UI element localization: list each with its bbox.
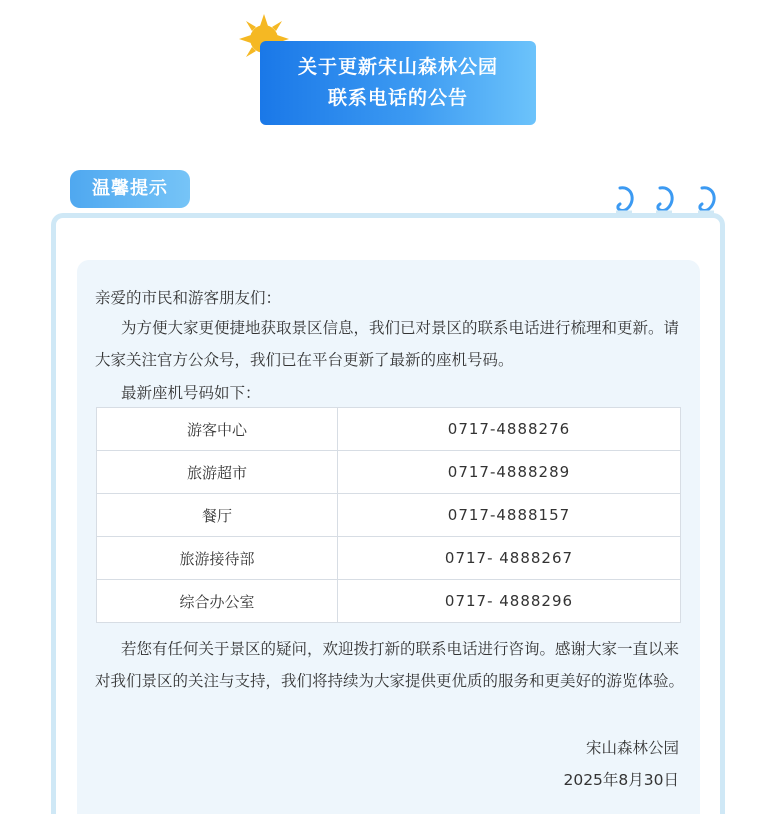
contact-phone: 0717- 4888296 (338, 580, 681, 623)
table-row (97, 537, 681, 580)
intro-paragraph: 为方便大家更便捷地获取景区信息，我们已对景区的联系电话进行梳理和更新。请大家关注官方公众号，我们已在平台更新了最新的座机号码。 (95, 319, 680, 369)
table-row (97, 494, 681, 537)
notice-date: 2025年8月30日 (563, 771, 679, 789)
contacts-table (96, 407, 681, 623)
contact-phone: 0717-4888289 (338, 451, 681, 494)
contact-name: 旅游超市 (97, 451, 338, 494)
signature: 宋山森林公园 (585, 739, 679, 757)
list-intro: 最新座机号码如下： (121, 384, 261, 402)
tip-tag: 温馨提示 (70, 170, 190, 208)
table-row (97, 451, 681, 494)
contact-phone: 0717-4888276 (338, 408, 681, 451)
table-row (97, 408, 681, 451)
contact-name: 旅游接待部 (97, 537, 338, 580)
title-line-1: 关于更新宋山森林公园 (297, 56, 498, 78)
contact-name: 游客中心 (97, 408, 338, 451)
contact-name: 综合办公室 (97, 580, 338, 623)
greeting: 亲爱的市民和游客朋友们： (95, 289, 282, 307)
announcement-title (260, 41, 536, 125)
contact-phone: 0717-4888157 (338, 494, 681, 537)
table-row (97, 580, 681, 623)
contact-phone: 0717- 4888267 (338, 537, 681, 580)
contact-name: 餐厅 (97, 494, 338, 537)
title-line-2: 联系电话的公告 (327, 87, 468, 109)
closing-paragraph: 若您有任何关于景区的疑问，欢迎拨打新的联系电话进行咨询。感谢大家一直以来对我们景区的关注与支持，我们将持续为大家提供更优质的服务和更美好的游览体验。 (95, 640, 685, 690)
swirl-decoration-icon (612, 182, 722, 216)
